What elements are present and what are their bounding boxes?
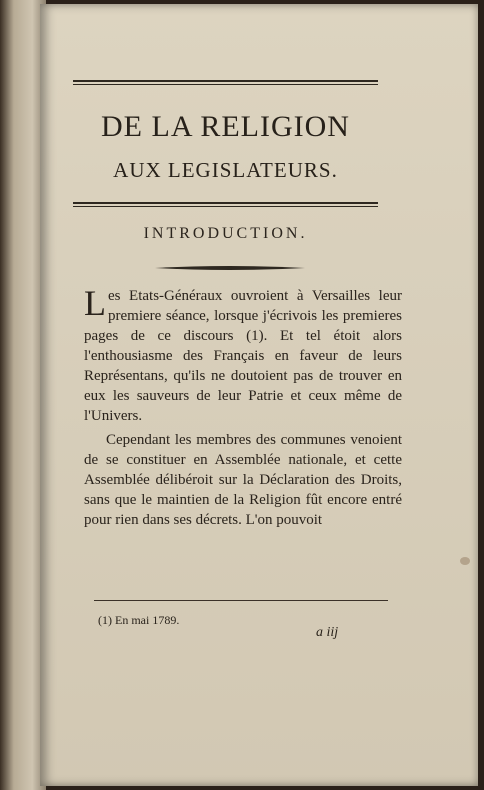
footnote-rule [94, 600, 388, 601]
ornament-rule [155, 265, 305, 271]
foxing-spot [460, 557, 470, 565]
middle-double-rule [73, 202, 378, 207]
paragraph-1-text: es Etats-Généraux ouvroient à Versailles leur premiere séance, lorsque j'écrivois les premieres pages de ce discours (1). Et tel étoit alors l'enthousiasme des Français en faveur de leurs Représentans, qu'ils ne doutoient pas de trouver en eux les sauveurs de leur Patrie et ceux même de l'Univers. [84, 288, 402, 424]
footnote: (1) En mai 1789. [98, 613, 180, 627]
top-double-rule [73, 80, 378, 85]
drop-cap: L [84, 283, 106, 323]
title-line-1: DE LA RELIGION [101, 110, 350, 143]
paragraph-1 [84, 283, 402, 426]
paragraph-2: Cependant les membres des communes venoient de se constituer en Assemblée nationale, et cette Assemblée délibéroit sur la Déclaration des Droits, sans que le maintien de la Religion fût encore entré pour rien dans ses décrets. L'on pouvoit [84, 432, 402, 528]
body-text [84, 283, 402, 530]
title-line-2: AUX LEGISLATEURS. [113, 158, 338, 182]
book-page [40, 4, 478, 786]
section-heading: INTRODUCTION. [143, 225, 308, 242]
signature-mark: a iij [316, 625, 339, 640]
